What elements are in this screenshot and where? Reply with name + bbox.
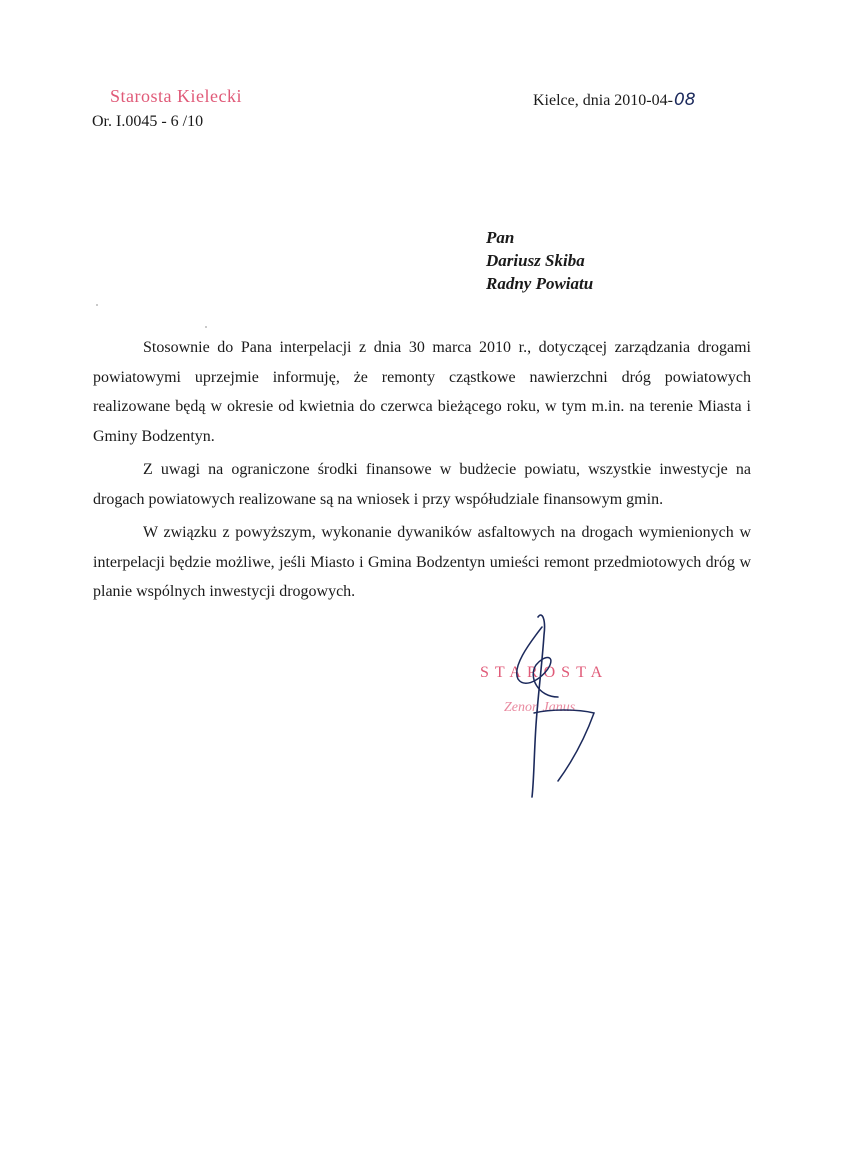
signature-name: Zenon Janus	[504, 700, 576, 715]
handwritten-signature	[498, 605, 608, 805]
issuer-stamp: Starosta Kielecki	[110, 86, 242, 106]
handwritten-day: 08	[673, 90, 696, 110]
place-date	[533, 90, 696, 110]
place-date-text: Kielce, dnia 2010-04-	[533, 92, 673, 109]
recipient-role: Radny Powiatu	[486, 274, 594, 293]
letter-body	[93, 333, 751, 611]
scan-speck	[96, 304, 98, 306]
recipient-salutation: Pan	[486, 228, 515, 247]
paragraph: Z uwagi na ograniczone środki finansowe w budżecie powiatu, wszystkie inwestycje na drogach powiatowych realizowane są na wniosek i przy współudziale finansowym gmin.	[93, 461, 751, 508]
signature-title: STAROSTA	[480, 664, 609, 681]
recipient-name: Dariusz Skiba	[486, 251, 585, 270]
recipient-block	[486, 226, 593, 295]
paragraph: W związku z powyższym, wykonanie dywaników asfaltowych na drogach wymienionych w interpelacji będzie możliwe, jeśli Miasto i Gmina Bodzentyn umieści remont przedmiotowych dróg w planie wspólnych inwestycji drogowych.	[93, 524, 751, 600]
scan-speck	[205, 326, 207, 328]
reference-number: Or. I.0045 - 6 /10	[92, 113, 204, 130]
paragraph: Stosownie do Pana interpelacji z dnia 30 marca 2010 r., dotyczącej zarządzania drogami powiatowymi uprzejmie informuję, że remonty cząstkowe nawierzchni dróg powiatowych realizowane będą w okresie od kwietnia do czerwca bieżącego roku, w tym m.in. na terenie Miasta i Gminy Bodzentyn.	[93, 339, 751, 445]
